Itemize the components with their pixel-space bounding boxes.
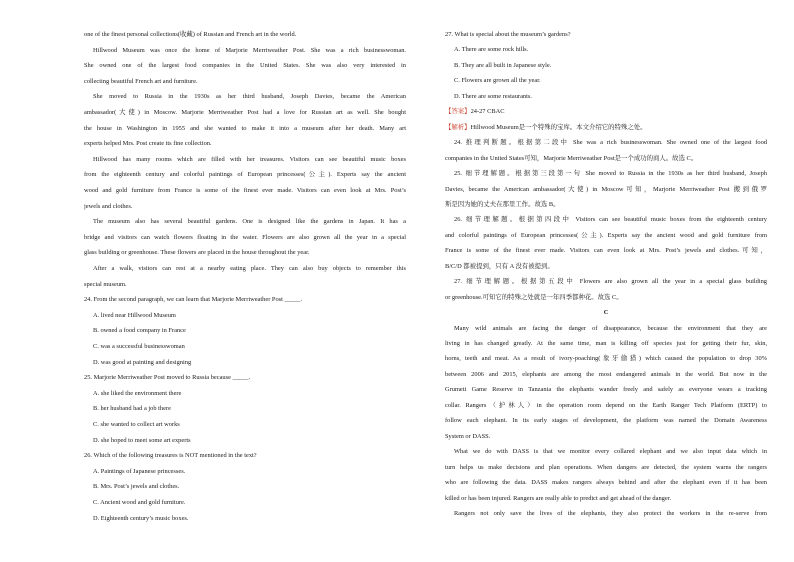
text-line	[445, 169, 767, 178]
text-line	[445, 293, 767, 302]
text-line	[84, 217, 406, 226]
line-text: D. Eighteenth century’s music boxes.	[93, 514, 189, 522]
line-text: Davies, became the American ambassador(大使) in Moscow可知，Marjorie Merriweather Post 搬到俄罗	[445, 185, 767, 193]
line-text: killed or has been injured. Rangers are really able to predict and get ahead of the danger.	[445, 494, 672, 502]
text-line	[84, 389, 406, 398]
text-line	[445, 385, 767, 394]
text-line	[445, 324, 767, 333]
line-text: 24. From the second paragraph, we can learn that Marjorie Merriweather Post _____.	[84, 296, 303, 304]
text-line	[445, 370, 767, 379]
line-text: D. was good at painting and designing	[93, 358, 192, 366]
line-text: The museum also has several beautiful gardens. One is designed like the gardens in Japan. It has a	[93, 218, 406, 226]
text-line	[445, 30, 767, 39]
line-text: companies in the United States可知，Marjorie Merriweather Post是一个成功的商人。故选 C。	[445, 154, 698, 162]
text-line	[84, 373, 406, 382]
line-text: horns, teeth and meat. As a result of ivory-poaching(象牙偷猎) which caused the population to drop 30%	[445, 355, 767, 363]
text-line	[445, 215, 767, 224]
text-line	[445, 262, 767, 271]
line-text: What we do with DASS is that we monitor every collared elephant and we also input data which in	[454, 448, 767, 456]
line-text: between 2006 and 2015, elephants are among the most endangered animals in the world. But now in the	[445, 370, 767, 378]
line-text: France is some of the finest ever made. Visitors can even look at Mrs. Post’s jewels and clothes.可知，	[445, 247, 767, 255]
text-line	[84, 170, 406, 179]
line-text: jewels and clothes.	[84, 202, 133, 210]
text-line	[445, 447, 767, 456]
line-text: or greenhouse.可知它的特殊之处就是一年四季都种花。故选 C。	[445, 293, 623, 301]
text-line	[445, 185, 767, 194]
text-line	[84, 498, 406, 507]
answer-tag: 【答案】	[445, 108, 471, 116]
text-line	[84, 108, 406, 117]
line-text: D. There are some restaurants.	[454, 92, 532, 100]
line-text: C. Ancient wood and gold furniture.	[93, 499, 186, 506]
line-text: turn helps us make decisions and plan operations. When dangers are detected, the system warns the rangers	[445, 463, 767, 471]
line-text: D. she hoped to meet some art experts	[93, 436, 191, 444]
text-line	[445, 463, 767, 472]
text-line	[445, 509, 767, 518]
line-text: C. was a successful businesswoman	[93, 343, 185, 350]
text-line	[445, 76, 767, 85]
line-text: 斯是因为她的丈夫在那里工作。故选 B。	[445, 200, 560, 208]
text-line	[84, 404, 406, 413]
line-text: 26. Which of the following treasures is NOT mentioned in the text?	[84, 452, 257, 460]
line-text: 24-27 CBAC	[470, 108, 505, 116]
text-line	[445, 231, 767, 240]
line-text: special museum.	[84, 280, 127, 288]
line-text: C	[603, 309, 609, 317]
line-text: living in has changed greatly. At the same time, man is killing off species just for getting their fur, skin,	[445, 340, 767, 347]
line-text: B. Mrs. Post’s jewels and clothes.	[93, 483, 180, 491]
line-text: Rangers not only save the lives of the elephants, they also protect the workers in the re-serve from	[454, 509, 767, 517]
line-text: 27. What is special about the museum’s gardens?	[445, 31, 571, 38]
text-line	[84, 436, 406, 445]
line-text: Hillwood Museum是一个特殊的宝库。本文介绍它的特殊之处。	[470, 123, 647, 131]
text-line	[84, 264, 406, 273]
line-text: System or DASS.	[445, 432, 491, 440]
line-text: C. Flowers are grown all the year.	[454, 77, 541, 85]
text-line	[445, 123, 767, 132]
text-line	[84, 202, 406, 211]
text-line	[84, 30, 406, 39]
text-line	[445, 416, 767, 425]
text-line	[445, 478, 767, 487]
text-line	[84, 124, 406, 133]
text-line	[445, 432, 767, 441]
text-line	[445, 246, 767, 255]
text-line	[84, 77, 406, 86]
line-text: 25. Marjorie Merriweather Post moved to Russia because _____.	[84, 374, 251, 382]
line-text: B. her husband had a job there	[93, 405, 171, 413]
text-line	[84, 420, 406, 429]
text-line	[84, 186, 406, 195]
text-line	[445, 308, 767, 317]
text-line	[445, 277, 767, 286]
text-line	[445, 494, 767, 503]
text-line	[84, 311, 406, 320]
line-text: A. Paintings of Japanese princesses.	[93, 467, 186, 475]
line-text: She moved to Russia in the 1930s as her third husband, Joseph Davies, became the American	[93, 93, 406, 101]
text-line	[84, 61, 406, 70]
line-text: A. lived near Hillwood Museum	[93, 311, 176, 319]
line-text: and colorful paintings of European princesses(公主). Experts say the ancient wood and gold furniture from	[445, 231, 767, 239]
line-text: 27. 细节理解题。根据第五段中 Flowers are also grown all the year in a special glass building	[454, 278, 767, 286]
line-text: 25. 细节理解题。根据第三段第一句 She moved to Russia in the 1930s as her third husband, Joseph	[454, 170, 767, 178]
line-text: ambassador(大使) in Moscow. Marjorie Merriweather Post had a love for Russian art as well. She bought	[84, 109, 406, 116]
line-text: glass building or greenhouse. These flowers are placed in the house throughout the year.	[84, 249, 310, 257]
text-line	[445, 61, 767, 70]
text-line	[84, 342, 406, 351]
text-line	[84, 514, 406, 523]
text-line	[84, 92, 406, 101]
line-text: who are following the data. DASS makes rangers always behind and after the elephant even if it has been	[445, 479, 767, 487]
line-text: collar. Rangers（护林人）in the operation room depend on the Earth Ranger Tech Platform (ERTP) to	[445, 401, 767, 409]
line-text: the house in Washington in 1955 and she wanted to make it into a museum after her death. Many art	[84, 124, 406, 132]
line-text: wood and gold furniture from France is some of the finest ever made. Visitors can even look at Mrs. Post’s	[84, 187, 406, 194]
text-line	[84, 248, 406, 257]
text-line	[84, 280, 406, 289]
line-text: 26. 细节理解题。根据第四段中 Visitors can see beautiful music boxes from the eighteenth century	[454, 216, 767, 224]
line-text: from the eighteenth century and colorful paintings of European princesses(公主). Experts say the ancient	[84, 171, 406, 179]
text-line	[84, 46, 406, 55]
text-line	[84, 233, 406, 242]
line-text: one of the finest personal collections(收藏) of Russian and French art in the world.	[84, 31, 297, 38]
text-line	[84, 326, 406, 335]
text-line	[84, 358, 406, 367]
text-line	[445, 200, 767, 209]
text-line	[84, 139, 406, 148]
text-line	[445, 107, 767, 116]
line-text: A. she liked the environment there	[93, 389, 182, 397]
text-line	[84, 155, 406, 164]
text-line	[445, 401, 767, 410]
text-line	[445, 339, 767, 348]
line-text: 24. 推理判断题。根据第二段中 She was a rich businesswoman. She owned one of the largest food	[454, 139, 767, 147]
text-line	[445, 45, 767, 54]
line-text: collecting beautiful French art and furniture.	[84, 77, 198, 85]
line-text: B. They are all built in Japanese style.	[454, 61, 552, 69]
line-text: follow each elephant. In its early stages of development, the platform was named the Domain Awareness	[445, 417, 767, 425]
line-text: Hillwood has many rooms which are filled with her treasures. Visitors can see beautiful music boxes	[93, 155, 406, 163]
line-text: She owned one of the largest food companies in the United States. She was also very interested in	[84, 62, 406, 70]
text-line	[84, 295, 406, 304]
text-line	[445, 92, 767, 101]
line-text: Grumeti Game Reserve in Tanzania the elephants wander freely and safely as everyone wears a tracking	[445, 386, 767, 394]
line-text: After a walk, visitors can rest at a nearby eating place. They can also buy objects to remember this	[93, 265, 406, 272]
text-line	[445, 354, 767, 363]
text-line	[445, 154, 767, 163]
text-line	[84, 451, 406, 460]
line-text: A. There are some rock hills.	[454, 46, 529, 54]
line-text: experts helped Mrs. Post create its fine collection.	[84, 140, 212, 148]
answer-tag: 【解析】	[445, 123, 471, 131]
text-line	[445, 138, 767, 147]
line-text: B/C/D 都被提到，只有 A 没有被提到。	[445, 262, 554, 270]
text-line	[84, 482, 406, 491]
line-text: Hillwood Museum was once the home of Marjorie Merriweather Post. She was a rich businesswoman.	[93, 46, 406, 54]
line-text: B. owned a food company in France	[93, 327, 186, 335]
text-line	[84, 467, 406, 476]
line-text: Many wild animals are facing the danger of disappearance, because the environment that they are	[454, 324, 767, 332]
line-text: C. she wanted to collect art works	[93, 421, 180, 428]
line-text: bridge and visitors can watch flowers floating in the water. Flowers are also grown all the year in a special	[84, 233, 406, 241]
